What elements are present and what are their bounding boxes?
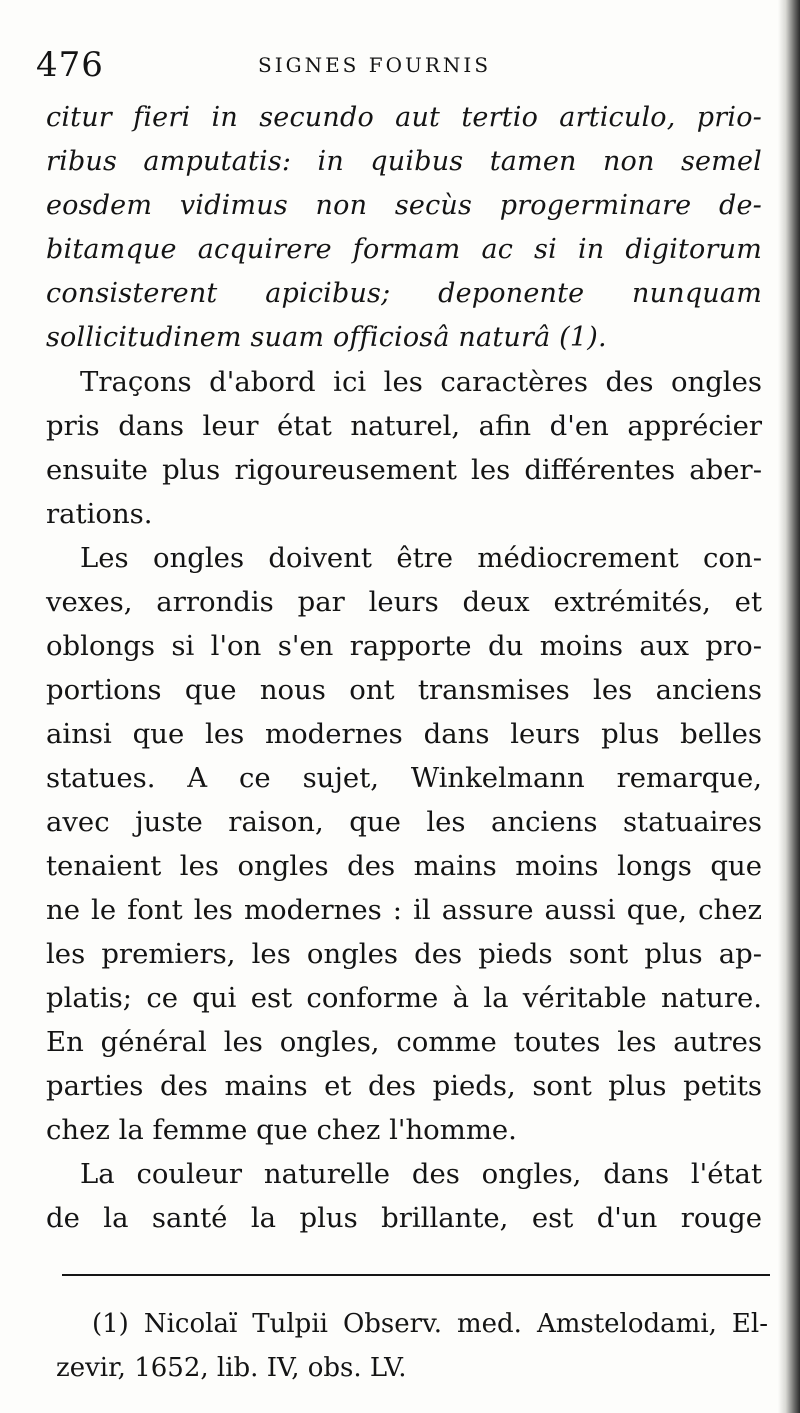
body-text [46,96,762,1240]
text-line: consisterent apicibus; deponente nunquam [46,278,762,309]
text-line: citur fieri in secundo aut tertio articulo, prio- [46,102,762,133]
footnote [56,1302,768,1390]
footnote-line: (1) Nicolaï Tulpii Observ. med. Amstelodami, El- [92,1309,768,1339]
text-line: vexes, arrondis par leurs deux extrémités, et [46,586,762,618]
text-line: rations. [46,498,153,530]
latin-quotation [46,96,762,360]
page-header [36,42,756,88]
footnote-line: zevir, 1652, lib. IV, obs. LV. [56,1353,407,1383]
text-line: ne le font les modernes : il assure aussi que, chez [46,894,762,926]
paragraph [46,536,762,1152]
text-line: Traçons d'abord ici les caractères des ongles [80,366,762,398]
text-line: de la santé la plus brillante, est d'un rouge [46,1202,762,1234]
text-line: ainsi que les modernes dans leurs plus belles [46,718,762,750]
text-line: ensuite plus rigoureusement les différentes aber- [46,454,762,486]
text-line: avec juste raison, que les anciens statuaires [46,806,762,838]
text-line: ribus amputatis: in quibus tamen non semel [46,146,762,177]
text-line: parties des mains et des pieds, sont plus petits [46,1070,762,1102]
text-line: les premiers, les ongles des pieds sont plus ap- [46,938,762,970]
page-edge-shadow [778,0,800,1413]
text-line: bitamque acquirere formam ac si in digitorum [46,234,762,265]
text-line: oblongs si l'on s'en rapporte du moins aux pro- [46,630,762,662]
footnote-rule [62,1274,770,1276]
page-number: 476 [36,45,104,85]
text-line: Les ongles doivent être médiocrement con- [80,542,762,574]
text-line: portions que nous ont transmises les anciens [46,674,762,706]
text-line: chez la femme que chez l'homme. [46,1114,517,1146]
running-head: SIGNES FOURNIS [258,53,492,77]
text-line: statues. A ce sujet, Winkelmann remarque, [46,762,762,794]
text-line: La couleur naturelle des ongles, dans l'état [80,1158,762,1190]
text-line: En général les ongles, comme toutes les autres [46,1026,762,1058]
text-line: pris dans leur état naturel, afin d'en apprécier [46,410,762,442]
text-line: sollicitudinem suam officiosâ naturâ (1). [46,322,607,353]
paragraph [46,360,762,536]
paragraph [46,1152,762,1240]
text-line: platis; ce qui est conforme à la véritable nature. [46,982,762,1014]
text-line: tenaient les ongles des mains moins longs que [46,850,762,882]
text-line: eosdem vidimus non secùs progerminare de- [46,190,762,221]
